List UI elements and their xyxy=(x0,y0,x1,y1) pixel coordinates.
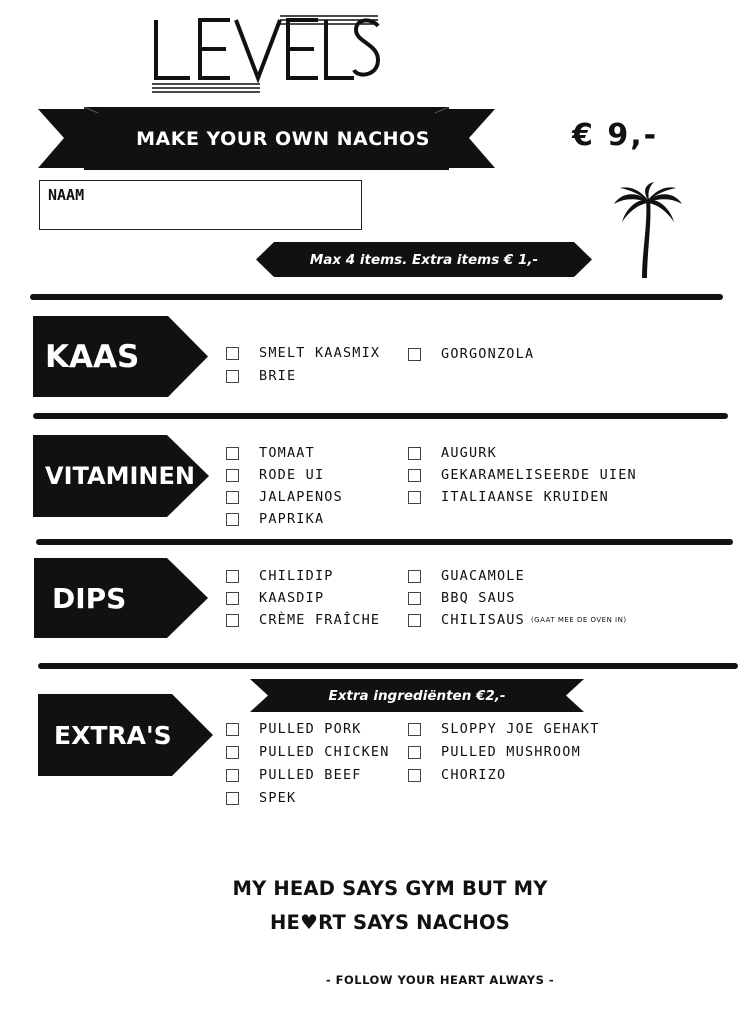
tagline: - FOLLOW YOUR HEART ALWAYS - xyxy=(325,973,555,987)
option-gekarameliseerde-uien[interactable] xyxy=(408,465,637,485)
option-label: CHILIDIP xyxy=(259,568,334,584)
divider xyxy=(36,539,733,545)
checkbox[interactable] xyxy=(408,447,421,460)
checkbox[interactable] xyxy=(408,723,421,736)
title-banner xyxy=(38,107,495,170)
checkbox[interactable] xyxy=(226,447,239,460)
option-label: AUGURK xyxy=(441,445,497,461)
checkbox[interactable] xyxy=(408,491,421,504)
option-label: GUACAMOLE xyxy=(441,568,525,584)
palm-tree-icon xyxy=(612,182,684,280)
option-creme-fraiche[interactable] xyxy=(226,610,380,630)
levels-logo xyxy=(150,12,382,94)
option-pulled-pork[interactable] xyxy=(226,719,362,739)
option-label: GEKARAMELISEERDE UIEN xyxy=(441,467,637,483)
heart-icon: ♥ xyxy=(299,910,319,934)
checkbox[interactable] xyxy=(226,723,239,736)
option-guacamole[interactable] xyxy=(408,566,525,586)
option-pulled-mushroom[interactable] xyxy=(408,742,581,762)
checkbox[interactable] xyxy=(408,614,421,627)
checkbox[interactable] xyxy=(226,746,239,759)
option-pulled-chicken[interactable] xyxy=(226,742,390,762)
extra-ingredients-banner xyxy=(250,679,584,712)
option-smelt-kaasmix[interactable] xyxy=(226,343,380,363)
logo-text xyxy=(382,12,383,13)
section-title-dips: DIPS xyxy=(52,581,127,615)
option-label: SLOPPY JOE GEHAKT xyxy=(441,721,600,737)
checkbox[interactable] xyxy=(408,592,421,605)
option-kaasdip[interactable] xyxy=(226,588,324,608)
divider xyxy=(30,294,723,300)
option-label: BBQ SAUS xyxy=(441,590,516,606)
section-flag-extras xyxy=(38,694,213,776)
option-pulled-beef[interactable] xyxy=(226,765,362,785)
option-label: KAASDIP xyxy=(259,590,325,606)
option-chilidip[interactable] xyxy=(226,566,334,586)
checkbox[interactable] xyxy=(408,746,421,759)
option-label: BRIE xyxy=(259,368,297,384)
option-jalapenos[interactable] xyxy=(226,487,343,507)
checkbox[interactable] xyxy=(408,570,421,583)
section-title-kaas: KAAS xyxy=(45,338,140,375)
page-title: MAKE YOUR OWN NACHOS xyxy=(136,127,430,150)
section-flag-dips xyxy=(34,558,208,638)
option-label: CHORIZO xyxy=(441,767,507,783)
checkbox[interactable] xyxy=(408,469,421,482)
option-paprika[interactable] xyxy=(226,509,324,529)
option-label: PULLED PORK xyxy=(259,721,362,737)
divider xyxy=(33,413,728,419)
option-italiaanse-kruiden[interactable] xyxy=(408,487,609,507)
option-label: TOMAAT xyxy=(259,445,315,461)
checkbox[interactable] xyxy=(226,769,239,782)
option-label: CRÈME FRAÎCHE xyxy=(259,612,381,628)
name-field[interactable] xyxy=(39,180,362,230)
extra-ingredients-text: Extra ingrediënten €2,- xyxy=(328,687,506,704)
checkbox[interactable] xyxy=(226,347,239,360)
option-gorgonzola[interactable] xyxy=(408,344,534,364)
option-augurk[interactable] xyxy=(408,443,497,463)
section-flag-vitaminen xyxy=(33,435,209,517)
slogan-text: HE xyxy=(269,911,300,934)
price: € 9,- xyxy=(572,118,659,153)
option-chilisaus[interactable] xyxy=(408,610,627,630)
option-bbq-saus[interactable] xyxy=(408,588,516,608)
option-sloppy-joe-gehakt[interactable] xyxy=(408,719,600,739)
option-label: CHILISAUS xyxy=(441,612,525,628)
option-label: PULLED BEEF xyxy=(259,767,362,783)
max-items-banner xyxy=(256,242,592,277)
section-title-vitaminen: VITAMINEN xyxy=(45,462,195,490)
section-title-extras: EXTRA'S xyxy=(54,720,172,750)
checkbox[interactable] xyxy=(226,513,239,526)
checkbox[interactable] xyxy=(226,370,239,383)
slogan-text: RT SAYS NACHOS xyxy=(318,911,511,934)
checkbox[interactable] xyxy=(226,570,239,583)
slogan-line-1: MY HEAD SAYS GYM BUT MY xyxy=(232,877,548,900)
option-label: ITALIAANSE KRUIDEN xyxy=(441,489,609,505)
option-note: (GAAT MEE DE OVEN IN) xyxy=(530,616,627,624)
name-field-label: NAAM xyxy=(48,186,85,204)
checkbox[interactable] xyxy=(226,491,239,504)
checkbox[interactable] xyxy=(226,792,239,805)
option-label: PULLED MUSHROOM xyxy=(441,744,581,760)
checkbox[interactable] xyxy=(226,469,239,482)
checkbox[interactable] xyxy=(226,592,239,605)
divider xyxy=(38,663,738,669)
option-rode-ui[interactable] xyxy=(226,465,324,485)
option-label: RODE UI xyxy=(259,467,325,483)
checkbox[interactable] xyxy=(226,614,239,627)
max-items-text: Max 4 items. Extra items € 1,- xyxy=(309,251,539,268)
checkbox[interactable] xyxy=(408,348,421,361)
option-label: SPEK xyxy=(259,790,297,806)
option-spek[interactable] xyxy=(226,788,296,808)
option-chorizo[interactable] xyxy=(408,765,506,785)
option-label: PAPRIKA xyxy=(259,511,325,527)
option-brie[interactable] xyxy=(226,366,296,386)
checkbox[interactable] xyxy=(408,769,421,782)
option-label: PULLED CHICKEN xyxy=(259,744,390,760)
option-tomaat[interactable] xyxy=(226,443,315,463)
option-label: SMELT KAASMIX xyxy=(259,345,381,361)
section-flag-kaas xyxy=(33,316,208,397)
option-label: GORGONZOLA xyxy=(441,346,535,362)
slogan-line-2 xyxy=(200,910,580,934)
option-label: JALAPENOS xyxy=(259,489,343,505)
